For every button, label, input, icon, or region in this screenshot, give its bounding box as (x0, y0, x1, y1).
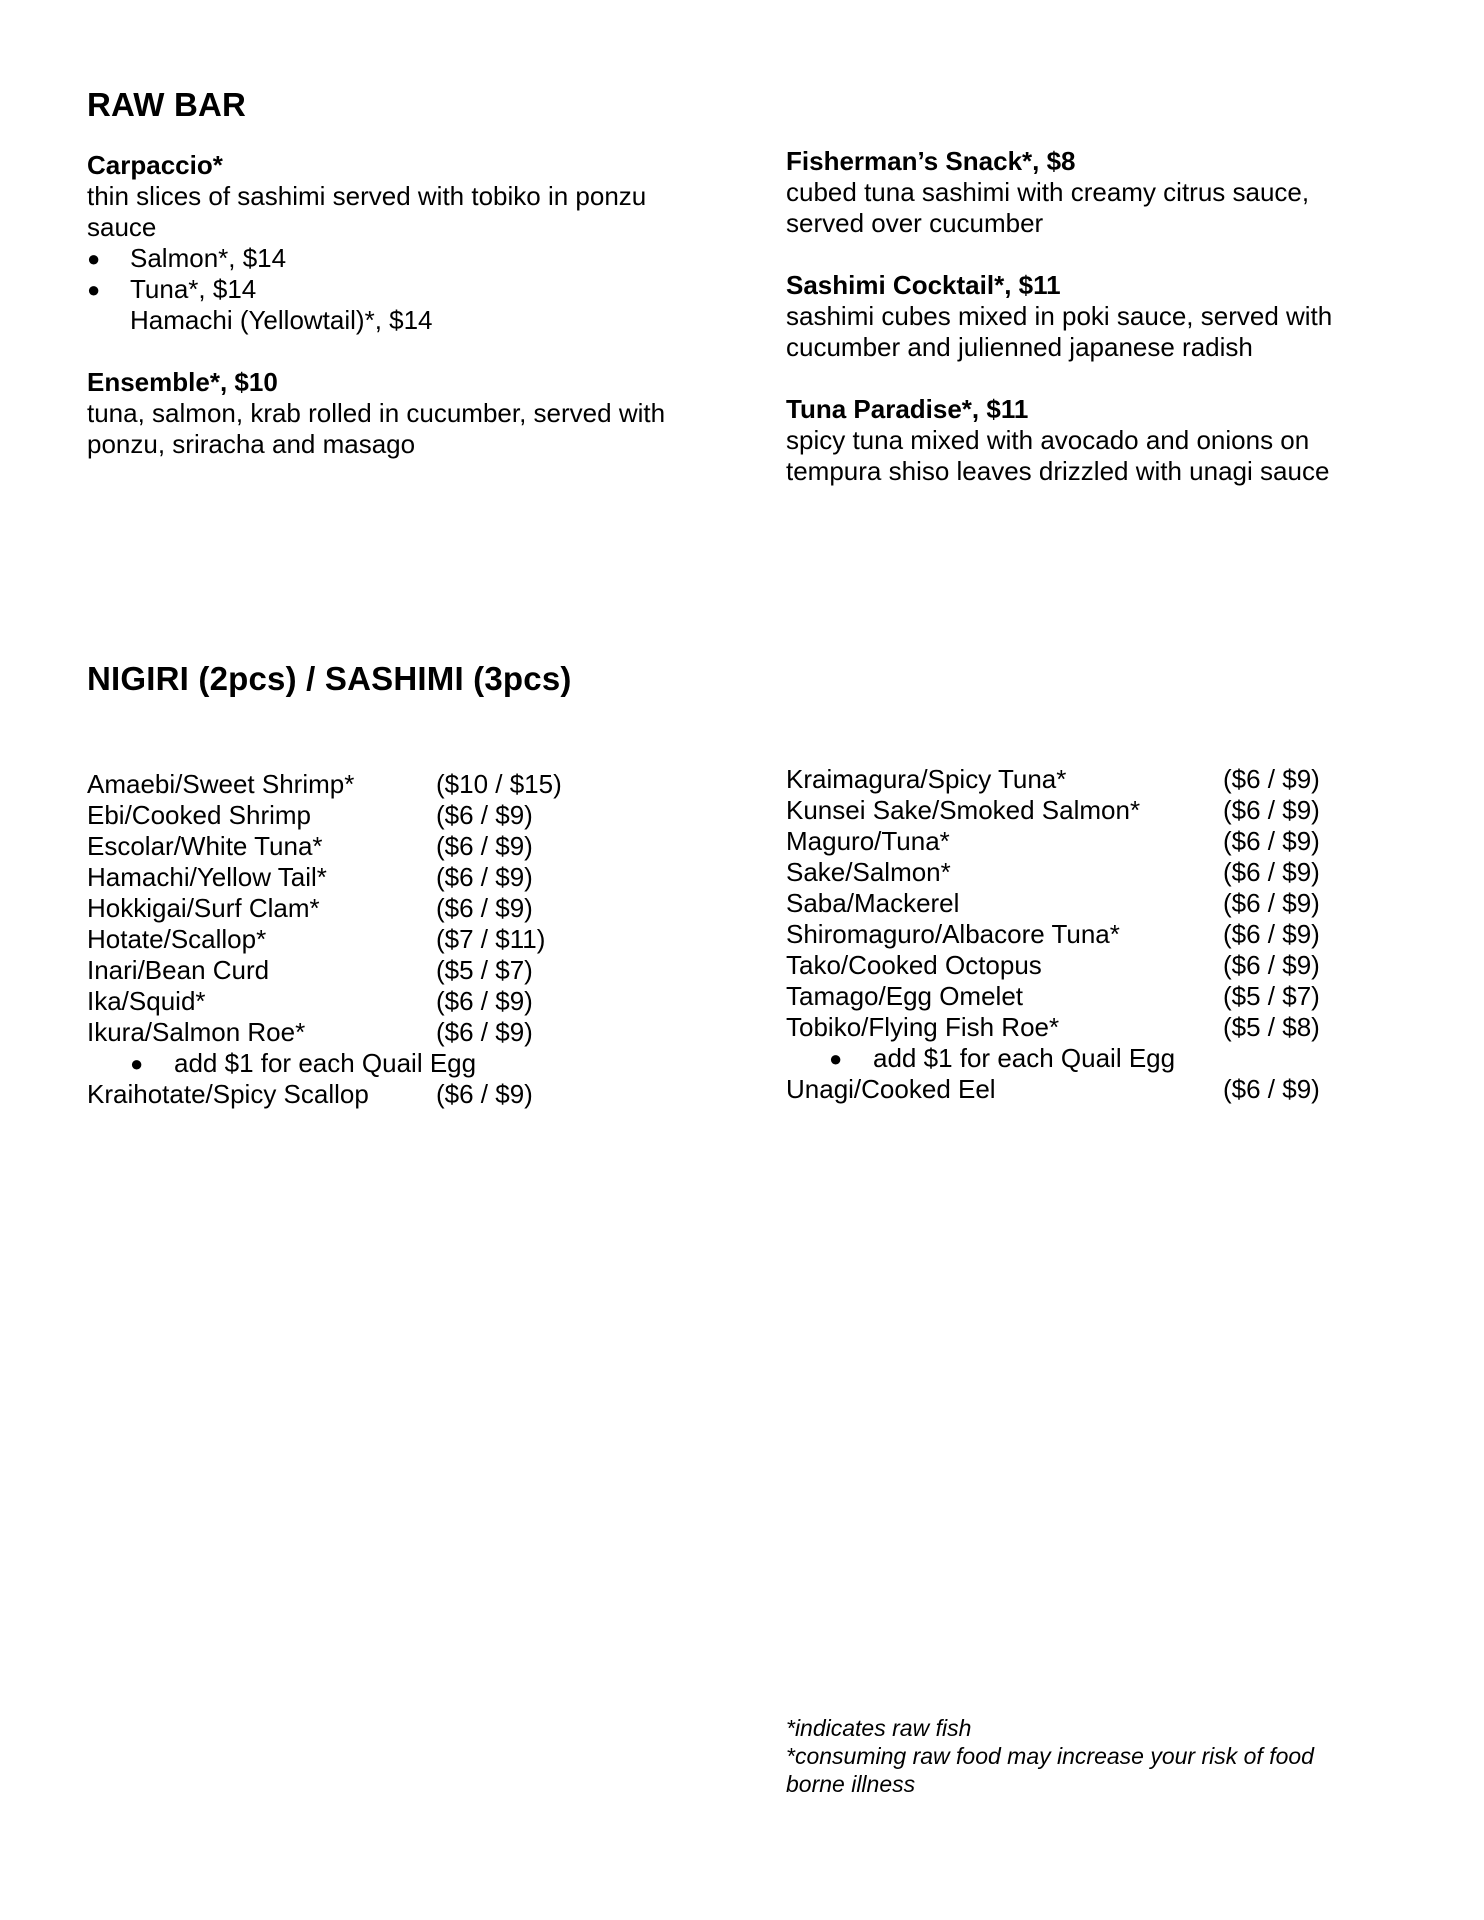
fish-price: ($6 / $9) (436, 893, 533, 923)
raw-bar-left-column (87, 150, 707, 460)
menu-option (87, 274, 707, 305)
menu-item-carpaccio (87, 150, 707, 336)
fish-name: Ika/Squid* (87, 986, 206, 1016)
table-row (87, 769, 562, 800)
fish-price: ($5 / $7) (1223, 981, 1320, 1011)
fish-name: Sake/Salmon* (786, 857, 951, 887)
fish-price: ($6 / $9) (436, 862, 533, 892)
nigiri-sashimi-heading: NIGIRI (2pcs) / SASHIMI (3pcs) (87, 660, 572, 697)
quail-egg-note (786, 1043, 1320, 1074)
table-row (87, 800, 562, 831)
fish-name: Tobiko/Flying Fish Roe* (786, 1012, 1060, 1042)
menu-item-description: tuna, salmon, krab rolled in cucumber, served with ponzu, sriracha and masago (87, 398, 666, 459)
fish-price: ($6 / $9) (436, 1079, 533, 1109)
table-row (786, 826, 1320, 857)
fish-price: ($6 / $9) (1223, 919, 1320, 949)
table-row (786, 888, 1320, 919)
menu-item-ensemble (87, 367, 707, 460)
bullet-icon: ● (87, 246, 101, 271)
fish-name: Hokkigai/Surf Clam* (87, 893, 320, 923)
menu-item-title: Ensemble*, $10 (87, 367, 278, 397)
note-text: add $1 for each Quail Egg (873, 1043, 1176, 1073)
menu-item-title: Tuna Paradise*, $11 (786, 394, 1029, 424)
table-row (786, 764, 1320, 795)
fish-price: ($6 / $9) (1223, 950, 1320, 980)
table-row (87, 893, 562, 924)
fish-price: ($6 / $9) (1223, 888, 1320, 918)
menu-item-fishermans-snack (786, 146, 1406, 239)
fish-name: Kunsei Sake/Smoked Salmon* (786, 795, 1141, 825)
nigiri-right-table (786, 764, 1320, 1105)
bullet-icon: ● (130, 1051, 144, 1076)
table-row (786, 981, 1320, 1012)
menu-item-tuna-paradise (786, 394, 1406, 487)
fish-price: ($6 / $9) (436, 1017, 533, 1047)
fish-name: Shiromaguro/Albacore Tuna* (786, 919, 1120, 949)
bullet-icon: ● (87, 277, 101, 302)
menu-option-label: Tuna*, $14 (130, 274, 257, 304)
fish-name: Maguro/Tuna* (786, 826, 950, 856)
fish-name: Hamachi/Yellow Tail* (87, 862, 327, 892)
fish-name: Amaebi/Sweet Shrimp* (87, 769, 355, 799)
fish-price: ($10 / $15) (436, 769, 562, 799)
table-row (87, 1017, 562, 1048)
table-row (786, 1074, 1320, 1105)
table-row (87, 1079, 562, 1110)
footnotes (786, 1714, 1346, 1798)
fish-price: ($6 / $9) (1223, 1074, 1320, 1104)
menu-option-label: Salmon*, $14 (130, 243, 287, 273)
fish-price: ($5 / $8) (1223, 1012, 1320, 1042)
footnote-raw-fish: *indicates raw fish (786, 1715, 972, 1741)
fish-price: ($6 / $9) (436, 800, 533, 830)
table-row (87, 986, 562, 1017)
fish-name: Tamago/Egg Omelet (786, 981, 1024, 1011)
fish-price: ($6 / $9) (436, 831, 533, 861)
quail-egg-note (87, 1048, 562, 1079)
fish-price: ($6 / $9) (1223, 857, 1320, 887)
bullet-icon: ● (829, 1046, 843, 1071)
fish-price: ($6 / $9) (1223, 826, 1320, 856)
menu-item-description: spicy tuna mixed with avocado and onions on tempura shiso leaves drizzled with unagi sauce (786, 425, 1330, 486)
fish-name: Kraimagura/Spicy Tuna* (786, 764, 1067, 794)
fish-name: Tako/Cooked Octopus (786, 950, 1042, 980)
menu-item-title: Carpaccio* (87, 150, 223, 180)
fish-name: Kraihotate/Spicy Scallop (87, 1079, 369, 1109)
menu-item-sashimi-cocktail (786, 270, 1406, 363)
fish-name: Ebi/Cooked Shrimp (87, 800, 311, 830)
table-row (87, 924, 562, 955)
nigiri-left-table (87, 769, 562, 1110)
table-row (786, 1012, 1320, 1043)
fish-name: Ikura/Salmon Roe* (87, 1017, 306, 1047)
fish-name: Saba/Mackerel (786, 888, 960, 918)
fish-name: Unagi/Cooked Eel (786, 1074, 996, 1104)
menu-item-title: Sashimi Cocktail*, $11 (786, 270, 1061, 300)
table-row (786, 950, 1320, 981)
footnote-health-warning: *consuming raw food may increase your risk of food borne illness (786, 1743, 1314, 1797)
menu-item-description: cubed tuna sashimi with creamy citrus sauce, served over cucumber (786, 177, 1310, 238)
table-row (87, 955, 562, 986)
menu-item-description: sashimi cubes mixed in poki sauce, served with cucumber and julienned japanese radish (786, 301, 1333, 362)
note-text: add $1 for each Quail Egg (174, 1048, 477, 1078)
menu-option (87, 243, 707, 274)
table-row (786, 795, 1320, 826)
table-row (786, 919, 1320, 950)
fish-name: Inari/Bean Curd (87, 955, 270, 985)
fish-name: Escolar/White Tuna* (87, 831, 323, 861)
table-row (87, 831, 562, 862)
menu-item-title: Fisherman’s Snack*, $8 (786, 146, 1076, 176)
fish-price: ($6 / $9) (1223, 764, 1320, 794)
menu-item-description: thin slices of sashimi served with tobiko in ponzu sauce (87, 181, 647, 242)
fish-price: ($5 / $7) (436, 955, 533, 985)
fish-price: ($6 / $9) (1223, 795, 1320, 825)
table-row (87, 862, 562, 893)
fish-price: ($6 / $9) (436, 986, 533, 1016)
fish-name: Hotate/Scallop* (87, 924, 267, 954)
menu-option-label: Hamachi (Yellowtail)*, $14 (130, 305, 433, 335)
menu-option (87, 305, 707, 336)
table-row (786, 857, 1320, 888)
fish-price: ($7 / $11) (436, 924, 546, 954)
raw-bar-heading: RAW BAR (87, 86, 247, 123)
raw-bar-right-column (786, 146, 1406, 487)
